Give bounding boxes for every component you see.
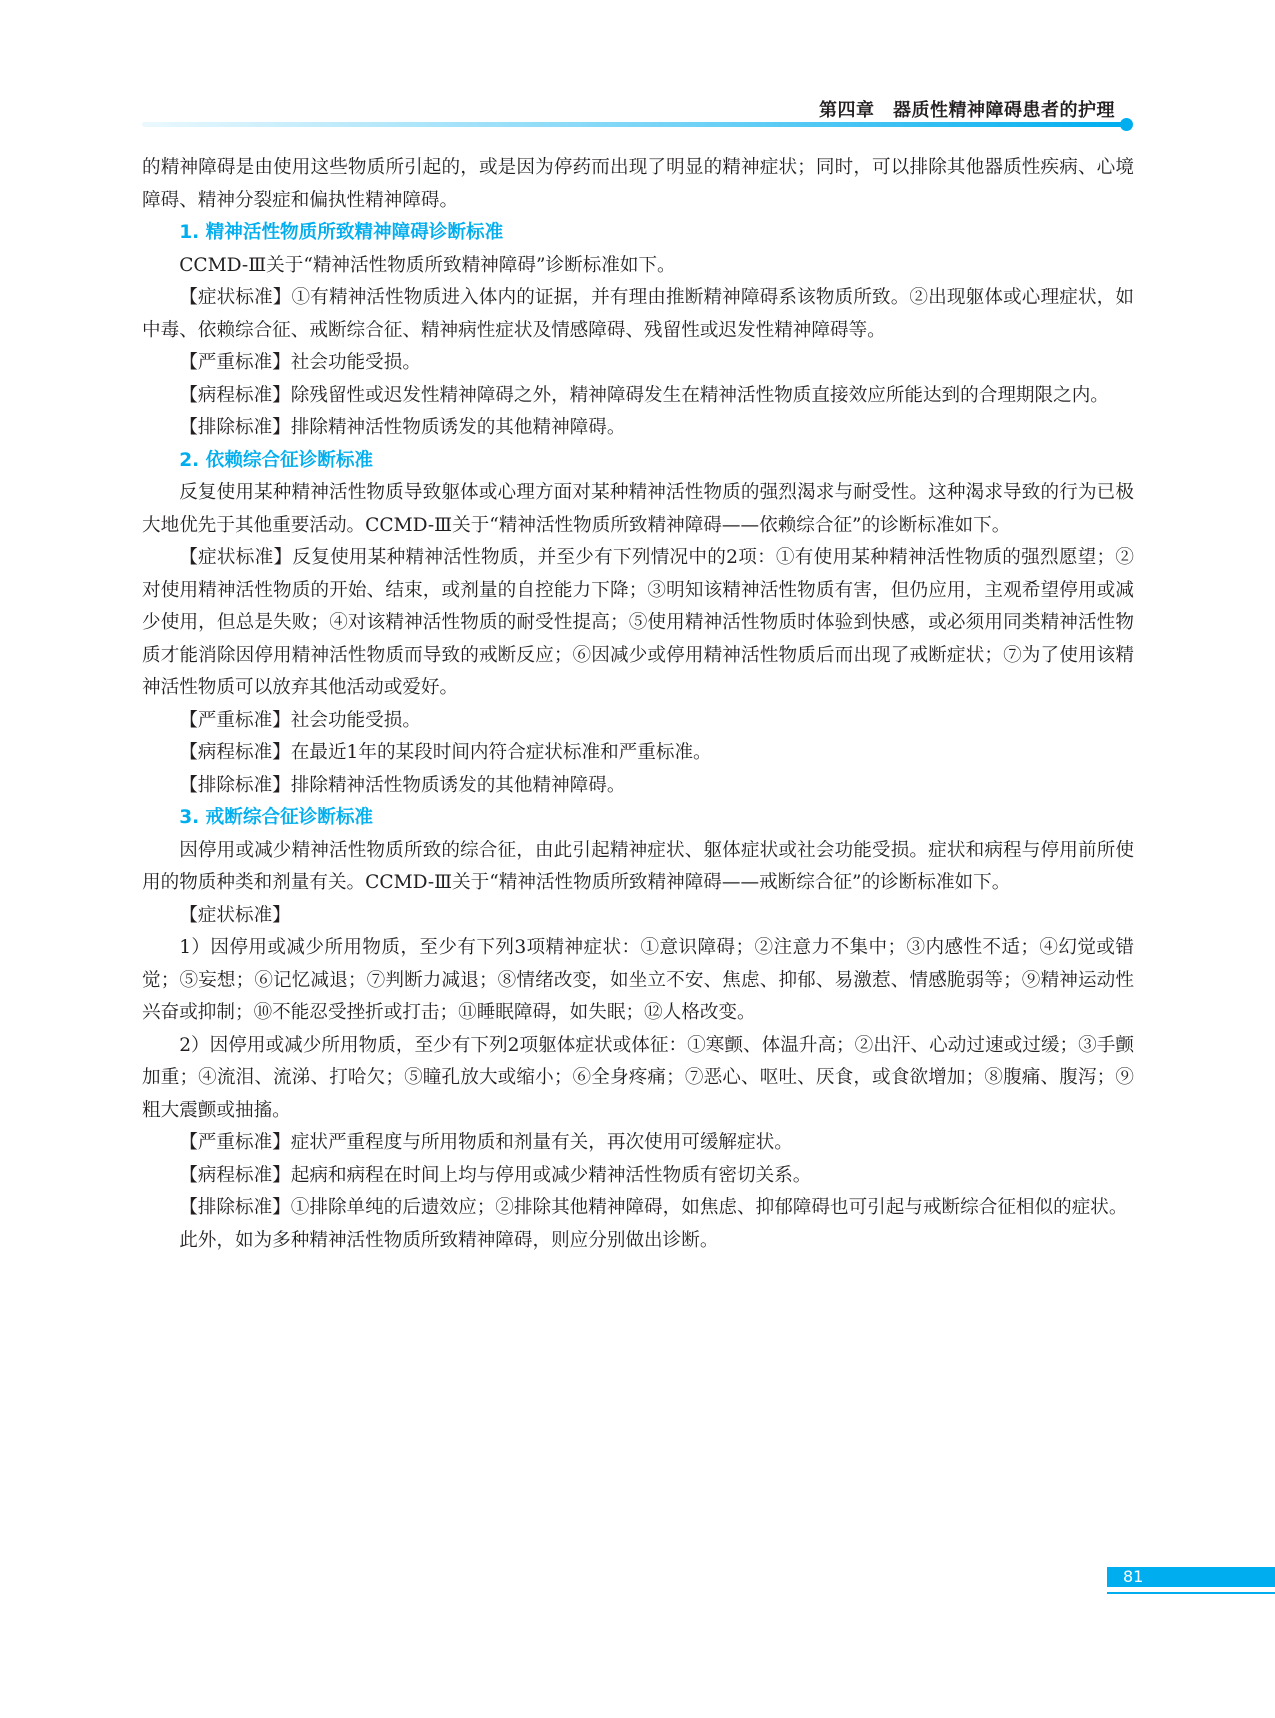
paragraph: CCMD-Ⅲ关于“精神活性物质所致精神障碍”诊断标准如下。	[179, 254, 676, 276]
running-head-title: 第四章 器质性精神障碍患者的护理	[819, 100, 1115, 121]
paragraph-exclusion-criteria: 【排除标准】排除精神活性物质诱发的其他精神障碍。	[179, 417, 626, 438]
header-rule	[142, 122, 1125, 127]
paragraph-closing: 此外，如为多种精神活性物质所致精神障碍，则应分别做出诊断。	[179, 1229, 719, 1251]
paragraph-exclusion-criteria: 【排除标准】排除精神活性物质诱发的其他精神障碍。	[179, 774, 626, 796]
section-heading-1: 1. 精神活性物质所致精神障碍诊断标准	[179, 222, 504, 243]
paragraph-symptom-criteria: 【症状标准】①有精神活性物质进入体内的证据，并有理由推断精神障碍系该物质所致。②出现躯体或心理症状，如中毒、依赖综合征、戒断综合征、精神病性症状及情感障碍、残留性或迟发性精神障碍等。	[142, 287, 1134, 341]
paragraph-course-criteria: 【病程标准】除残留性或迟发性精神障碍之外，精神障碍发生在精神活性物质直接效应所能达到的合理期限之内。	[179, 384, 1109, 406]
paragraph: 反复使用某种精神活性物质导致躯体或心理方面对某种精神活性物质的强烈渴求与耐受性。这种渴求导致的行为已极大地优先于其他重要活动。CCMD-Ⅲ关于“精神活性物质所致精神障碍——依赖综合征”的诊断标准如下。	[142, 482, 1134, 536]
paragraph-symptom-criteria-label: 【症状标准】	[179, 904, 291, 926]
paragraph-course-criteria: 【病程标准】在最近1年的某段时间内符合症状标准和严重标准。	[179, 742, 712, 763]
paragraph-severity-criteria: 【严重标准】症状严重程度与所用物质和剂量有关，再次使用可缓解症状。	[179, 1132, 793, 1153]
section-heading-2: 2. 依赖综合征诊断标准	[179, 449, 374, 471]
paragraph: 因停用或减少精神活性物质所致的综合征，由此引起精神症状、躯体症状或社会功能受损。症状和病程与停用前所使用的物质种类和剂量有关。CCMD-Ⅲ关于“精神活性物质所致精神障碍——戒断综合征”的诊断标准如下。	[142, 839, 1134, 893]
page-number-rule	[1107, 1592, 1275, 1594]
paragraph-symptom-criteria: 【症状标准】反复使用某种精神活性物质，并至少有下列情况中的2项：①有使用某种精神活性物质的强烈愿望；②对使用精神活性物质的开始、结束，或剂量的自控能力下降；③明知该精神活性物质有害，但仍应用，主观希望停用或减少使用，但总是失败；④对该精神活性物质的耐受性提高；⑤使用精神活性物质时体验到快感，或必须用同类精神活性物质才能消除因停用精神活性物质而导致的戒断反应；⑥因减少或停用精神活性物质后而出现了戒断症状；⑦为了使用该精神活性物质可以放弃其他活动或爱好。	[142, 547, 1134, 698]
paragraph-list-item-1: 1）因停用或减少所用物质，至少有下列3项精神症状：①意识障碍；②注意力不集中；③内感性不适；④幻觉或错觉；⑤妄想；⑥记忆减退；⑦判断力减退；⑧情绪改变，如坐立不安、焦虑、抑郁、易激惹、情感脆弱等；⑨精神运动性兴奋或抑制；⑩不能忍受挫折或打击；⑪睡眠障碍，如失眠；⑫人格改变。	[142, 937, 1134, 1023]
paragraph-course-criteria: 【病程标准】起病和病程在时间上均与停用或减少精神活性物质有密切关系。	[179, 1164, 812, 1186]
page-number: 81	[1123, 1567, 1144, 1586]
paragraph-continued: 的精神障碍是由使用这些物质所引起的，或是因为停药而出现了明显的精神症状；同时，可以排除其他器质性疾病、心境障碍、精神分裂症和偏执性精神障碍。	[142, 157, 1134, 211]
paragraph-severity-criteria: 【严重标准】社会功能受损。	[179, 709, 421, 731]
paragraph-exclusion-criteria: 【排除标准】①排除单纯的后遗效应；②排除其他精神障碍，如焦虑、抑郁障碍也可引起与戒断综合征相似的症状。	[179, 1197, 1128, 1218]
header-rule-dot	[1120, 118, 1133, 131]
section-heading-3: 3. 戒断综合征诊断标准	[179, 807, 374, 828]
paragraph-list-item-2: 2）因停用或减少所用物质，至少有下列2项躯体症状或体征：①寒颤、体温升高；②出汗、心动过速或过缓；③手颤加重；④流泪、流涕、打哈欠；⑤瞳孔放大或缩小；⑥全身疼痛；⑦恶心、呕吐、厌食，或食欲增加；⑧腹痛、腹泻；⑨粗大震颤或抽搐。	[142, 1034, 1134, 1121]
body-text	[142, 152, 1134, 1257]
paragraph-severity-criteria: 【严重标准】社会功能受损。	[179, 352, 421, 373]
